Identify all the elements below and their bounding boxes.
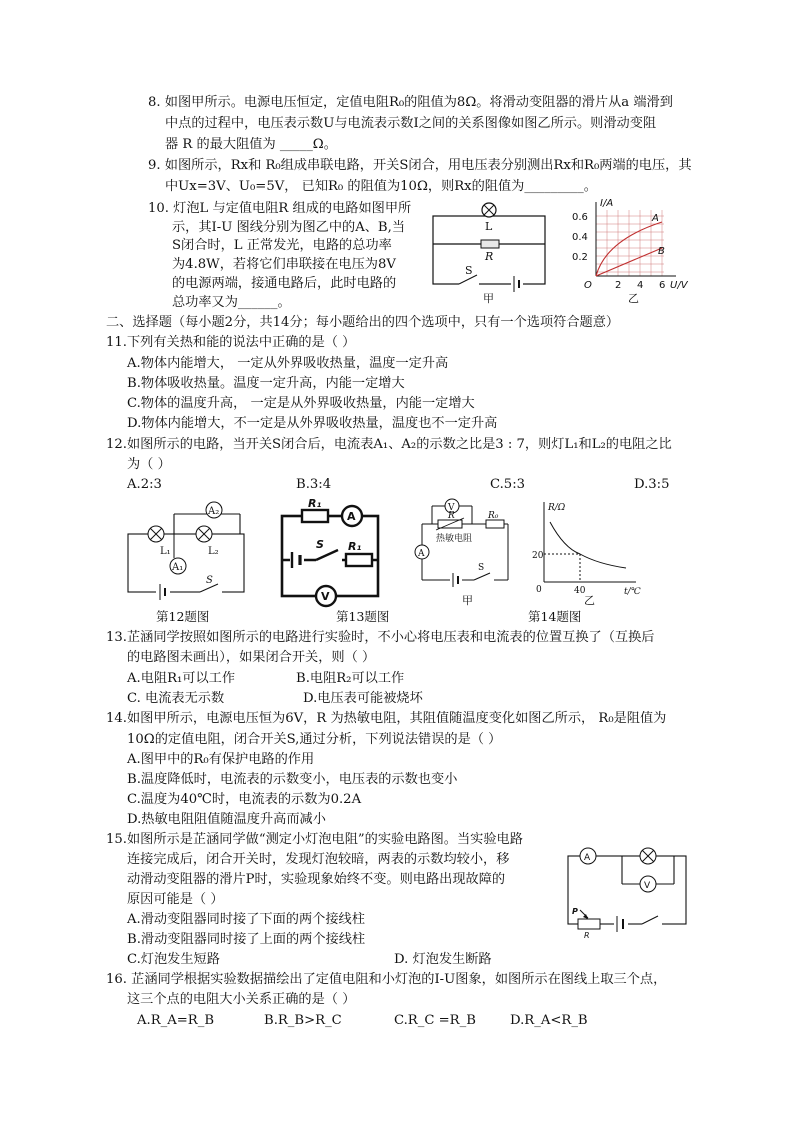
q13-line-1: 13.芷涵同学按照如图所示的电路进行实验时，不小心将电压表和电流表的位置互换了（互换后 bbox=[106, 630, 655, 645]
q14-option-c: C.温度为40℃时，电流表的示数为0.2A bbox=[127, 792, 362, 807]
fig14-caption-yi: 乙 bbox=[584, 594, 595, 607]
q15-line-1: 15.如图所示是芷涵同学做“测定小灯泡电阻”的实验电路图。当实验电路 bbox=[106, 832, 523, 847]
q15-option-c: C.灯泡发生短路 bbox=[127, 952, 220, 967]
rheostat-icon bbox=[578, 919, 600, 929]
fig13-s: S bbox=[316, 538, 324, 551]
fig14-a: A bbox=[418, 549, 425, 559]
q16-option-b: B.R_B>R_C bbox=[264, 1013, 342, 1028]
thermistor-curve bbox=[550, 522, 626, 568]
q11-option-a: A.物体内能增大， 一定从外界吸收热量，温度一定升高 bbox=[127, 356, 449, 371]
q15-option-a: A.滑动变阻器同时接了下面的两个接线柱 bbox=[127, 912, 365, 927]
fig14-r0: R₀ bbox=[488, 511, 499, 521]
fig14-ylabel: R/Ω bbox=[548, 503, 566, 513]
fig14-origin: 0 bbox=[536, 585, 542, 595]
q11-option-b: B.物体吸收热量。温度一定升高，内能一定增大 bbox=[127, 376, 405, 391]
fig-caption-jia: 甲 bbox=[483, 292, 494, 305]
q16-option-a: A.R_A=R_B bbox=[137, 1013, 215, 1028]
q8-line-3: 器 R 的最大阻值为 _____Ω。 bbox=[165, 137, 337, 152]
fig13-r1b: R₁ bbox=[348, 540, 362, 553]
fig14-x40: 40 bbox=[574, 586, 586, 596]
q8-line-2: 中点的过程中，电压表示数U与电流表示数I之间的关系图像如图乙所示。则滑动变阻 bbox=[165, 116, 657, 131]
fig-14-graph bbox=[528, 496, 646, 608]
q15-line-3: 动滑动变阻器的滑片P时，实验现象始终不变。则电路出现故障的 bbox=[127, 872, 506, 887]
fig12-l1: L₁ bbox=[160, 546, 171, 557]
q16-line-1: 16. 芷涵同学根据实验数据描绘出了定值电阻和小灯泡的I-U图象，如图所示在图线上取三个点， bbox=[106, 972, 667, 987]
fig-15-circuit bbox=[556, 846, 696, 940]
q9-line-2: 中Ux=3V、U₀=5V， 已知R₀ 的阻值为10Ω，则Rx的阻值为_________。 bbox=[165, 179, 597, 194]
ytick-0-2: 0.2 bbox=[572, 252, 588, 263]
resistor-r1a-icon bbox=[302, 510, 328, 522]
fig-12-caption: 第12题图 bbox=[156, 609, 210, 624]
q14-line-2: 10Ω的定值电阻，闭合开关S,通过分析，下列说法错误的是（ ） bbox=[127, 732, 502, 747]
fig15-r: R bbox=[584, 931, 590, 940]
q12-line-2: 为（ ） bbox=[127, 457, 171, 472]
switch-label: S bbox=[465, 264, 473, 277]
xtick-4: 4 bbox=[637, 280, 644, 291]
fig12-l2: L₂ bbox=[208, 546, 219, 557]
graph-origin: O bbox=[584, 280, 592, 291]
fig12-a1: A₁ bbox=[172, 562, 184, 573]
fig-12-circuit bbox=[122, 496, 250, 608]
resistor-r0-icon bbox=[486, 520, 504, 528]
q11-option-c: C.物体的温度升高， 一定是从外界吸收热量，内能一定增大 bbox=[127, 396, 475, 411]
resistor-icon bbox=[481, 240, 499, 248]
q14-option-a: A.图甲中的R₀有保护电路的作用 bbox=[127, 752, 315, 767]
fig14-v: V bbox=[448, 503, 455, 513]
q12-option-b: B.3:4 bbox=[296, 477, 332, 492]
fig14-xlabel: t/℃ bbox=[624, 587, 641, 597]
q16-option-d: D.R_A<R_B bbox=[510, 1013, 588, 1028]
graph-xlabel: U/V bbox=[670, 280, 688, 291]
fig15-p: P bbox=[572, 907, 578, 916]
q13-option-c: C. 电流表无示数 bbox=[127, 691, 225, 706]
q10-line-6: 总功率又为______。 bbox=[172, 295, 291, 310]
fig-14-caption: 第14题图 bbox=[528, 609, 582, 624]
xtick-6: 6 bbox=[659, 280, 666, 291]
lamp-label: L bbox=[485, 220, 493, 233]
q13-option-d: D.电压表可能被烧坏 bbox=[303, 691, 423, 706]
resistor-label: R bbox=[485, 250, 494, 263]
curve-b-label: B bbox=[658, 246, 665, 257]
q12-option-d: D.3:5 bbox=[634, 477, 670, 492]
q13-option-b: B.电阻R₂可以工作 bbox=[296, 671, 405, 686]
q11-option-d: D.物体内能增大，不一定是从外界吸收热量，温度也不一定升高 bbox=[127, 416, 498, 431]
fig12-a2: A₂ bbox=[208, 506, 220, 517]
q15-line-2: 连接完成后，闭合开关时，发现灯泡较暗，两表的示数均较小，移 bbox=[127, 852, 510, 867]
q11-stem: 11.下列有关热和能的说法中正确的是（ ） bbox=[106, 335, 356, 350]
fig-caption-yi: 乙 bbox=[628, 292, 639, 305]
q14-option-d: D.热敏电阻阻值随温度升高而减小 bbox=[127, 812, 326, 827]
ytick-0-4: 0.4 bbox=[572, 232, 588, 243]
q10-iu-graph bbox=[572, 196, 692, 308]
graph-ylabel: I/A bbox=[600, 198, 614, 209]
fig12-s: S bbox=[206, 575, 213, 586]
section-2-heading: 二、选择题（每小题2分，共14分；每小题给出的四个选项中，只有一个选项符合题意） bbox=[106, 315, 620, 330]
q10-line-1: 10. 灯泡L 与定值电阻R 组成的电路如图甲所 bbox=[148, 201, 412, 216]
q9-line-1: 9. 如图所示，Rx和 R₀组成串联电路，开关S闭合，用电压表分别测出Rx和R₀两端的电压，其 bbox=[148, 158, 692, 173]
q14-line-1: 14.如图甲所示，电源电压恒为6V，R 为热敏电阻，其阻值随温度变化如图乙所示， R₀是阻值为 bbox=[106, 711, 667, 726]
q16-option-c: C.R_C =R_B bbox=[394, 1013, 476, 1028]
fig15-a: A bbox=[584, 853, 591, 863]
q10-circuit-figure bbox=[425, 198, 555, 306]
fig14-s: S bbox=[478, 563, 485, 573]
fig14-thermistor: 热敏电阻 bbox=[436, 534, 473, 544]
curve-a-label: A bbox=[652, 213, 659, 224]
fig-13-circuit bbox=[276, 498, 386, 608]
fig13-v: V bbox=[321, 590, 330, 603]
xtick-2: 2 bbox=[615, 280, 622, 291]
q10-line-2: 示，其I-U 图线分别为图乙中的A、B,当 bbox=[172, 220, 406, 235]
fig-13-caption: 第13题图 bbox=[336, 609, 390, 624]
fig13-r1a: R₁ bbox=[308, 497, 322, 510]
q13-line-2: 的电路图未画出），如果闭合开关，则（ ） bbox=[127, 650, 376, 665]
fig15-v: V bbox=[644, 881, 651, 891]
q15-option-b: B.滑动变阻器同时接了上面的两个接线柱 bbox=[127, 932, 366, 947]
q15-line-4: 原因可能是（ ） bbox=[127, 892, 224, 907]
fig14-r: R bbox=[448, 511, 455, 521]
q12-line-1: 12.如图所示的电路，当开关S闭合后，电流表A₁、A₂的示数之比是3 : 7，则灯L₁和L₂的电阻之比 bbox=[106, 437, 672, 452]
fig-14-circuit bbox=[408, 496, 522, 608]
fig14-caption-jia: 甲 bbox=[462, 594, 473, 607]
q10-line-3: S闭合时，L 正常发光，电路的总功率 bbox=[172, 238, 392, 253]
resistor-r1b-icon bbox=[346, 554, 372, 566]
q8-line-1: 8. 如图甲所示。电源电压恒定，定值电阻R₀的阻值为8Ω。将滑动变阻器的滑片从a 端滑到 bbox=[148, 95, 673, 110]
q15-option-d: D. 灯泡发生断路 bbox=[394, 952, 492, 967]
q13-option-a: A.电阻R₁可以工作 bbox=[127, 671, 236, 686]
q10-line-4: 为4.8W，若将它们串联接在电压为8V bbox=[172, 257, 396, 272]
q14-option-b: B.温度降低时，电流表的示数变小，电压表的示数也变小 bbox=[127, 772, 458, 787]
fig13-a: A bbox=[347, 510, 356, 523]
q12-option-a: A.2:3 bbox=[127, 477, 162, 492]
ytick-0-6: 0.6 bbox=[572, 212, 588, 223]
q10-line-5: 的电源两端，接通电路后，此时电路的 bbox=[172, 276, 397, 291]
q12-option-c: C.5:3 bbox=[490, 477, 526, 492]
fig14-y20: 20 bbox=[532, 551, 544, 561]
q16-line-2: 这三个点的电阻大小关系正确的是（ ） bbox=[127, 992, 356, 1007]
